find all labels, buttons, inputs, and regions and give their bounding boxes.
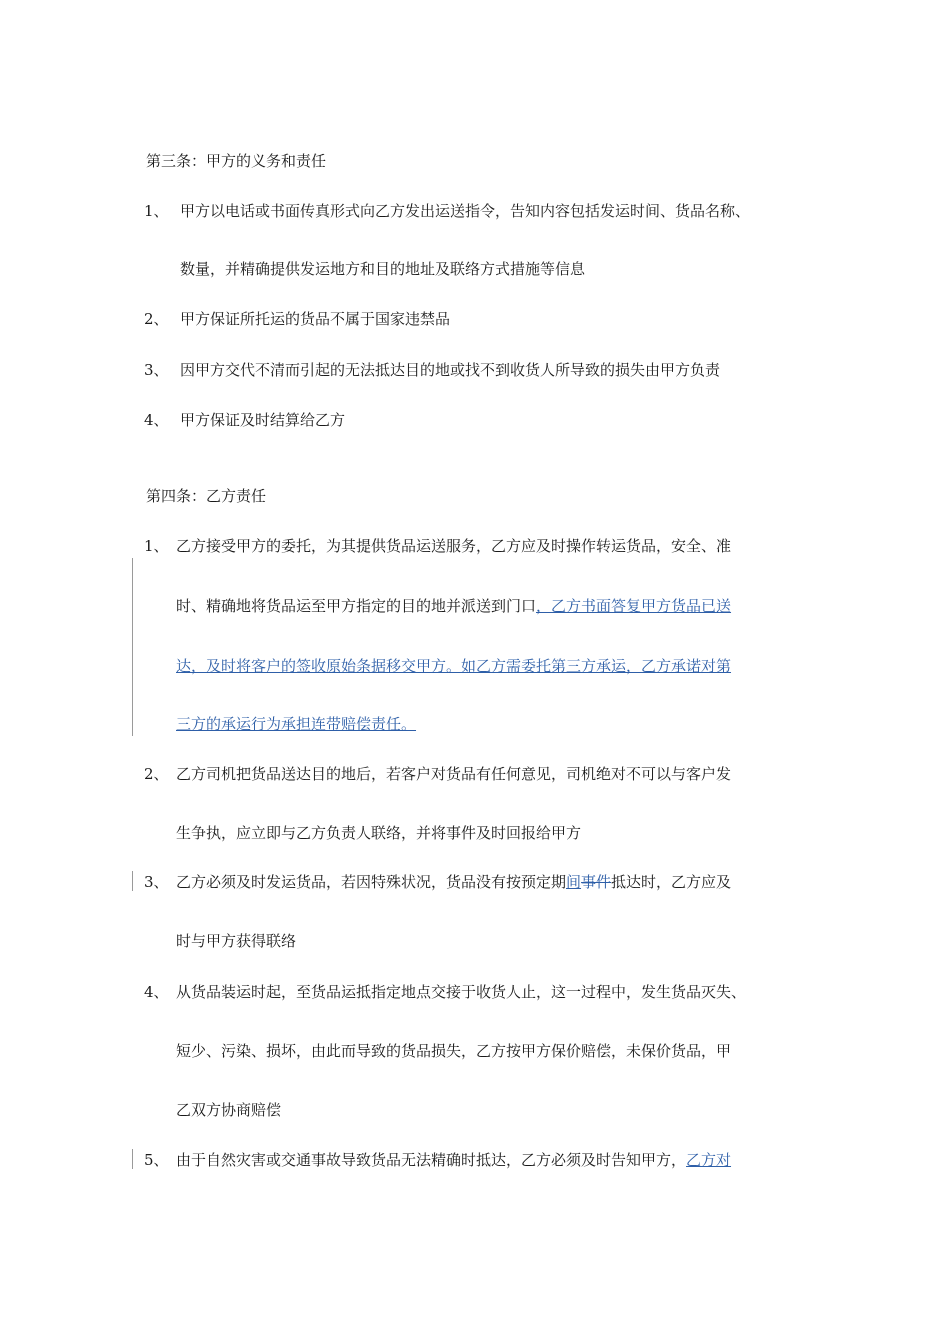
change-bar [132, 1149, 133, 1169]
deleted-text: 事件 [581, 873, 612, 891]
list-number: 3、 [144, 873, 169, 891]
article-4-item-1-line-3: 达，及时将客户的签收原始条据移交甲方。如乙方需委托第三方承运，乙方承诺对第 [176, 657, 732, 675]
list-number: 2、 [144, 310, 169, 328]
list-number: 4、 [144, 983, 169, 1001]
article-4-item-1-line-1: 乙方接受甲方的委托，为其提供货品运送服务，乙方应及时操作转运货品，安全、准 [176, 537, 732, 555]
article-3-item-1-line-1: 甲方以电话或书面传真形式向乙方发出运送指令，告知内容包括发运时间、货品名称、 [180, 202, 751, 220]
inserted-text: ，乙方书面答复甲方货品已送 [536, 597, 732, 615]
article-4-item-3-line-1 [176, 872, 731, 892]
list-number: 5、 [144, 1151, 169, 1169]
plain-text: 时、精确地将货品运至甲方指定的目的地并派送到门口 [176, 597, 537, 615]
article-4-item-4-line-2: 短少、污染、损坏，由此而导致的货品损失，乙方按甲方保价赔偿，未保价货品，甲 [176, 1042, 732, 1060]
change-bar [132, 558, 133, 736]
article-4-item-3-line-2: 时与甲方获得联络 [176, 932, 297, 950]
article-4-item-2-line-2: 生争执，应立即与乙方负责人联络，并将事件及时回报给甲方 [176, 824, 582, 842]
article-3-item-1-line-2: 数量，并精确提供发运地方和目的地址及联络方式措施等信息 [180, 260, 586, 278]
article-3-heading: 第三条：甲方的义务和责任 [146, 152, 327, 170]
list-number: 1、 [144, 202, 169, 220]
article-4-heading: 第四条：乙方责任 [146, 487, 267, 505]
list-number: 1、 [144, 537, 169, 555]
plain-text: 抵达时，乙方应及 [611, 873, 732, 891]
list-number: 3、 [144, 361, 169, 379]
inserted-text: 乙方对 [686, 1151, 732, 1169]
list-number: 2、 [144, 765, 169, 783]
article-4-item-2-line-1: 乙方司机把货品送达目的地后，若客户对货品有任何意见，司机绝对不可以与客户发 [176, 765, 732, 783]
article-4-item-4-line-1: 从货品装运时起，至货品运抵指定地点交接于收货人止，这一过程中，发生货品灭失、 [176, 983, 747, 1001]
inserted-text: 间 [566, 873, 582, 891]
article-3-item-2-line-1: 甲方保证所托运的货品不属于国家违禁品 [180, 310, 451, 328]
article-4-item-4-line-3: 乙双方协商赔偿 [176, 1101, 282, 1119]
article-4-item-1-line-2 [176, 596, 731, 616]
article-3-item-4-line-1: 甲方保证及时结算给乙方 [180, 411, 346, 429]
plain-text: 乙方必须及时发运货品，若因特殊状况，货品没有按预定期 [176, 873, 567, 891]
article-3-item-3-line-1: 因甲方交代不清而引起的无法抵达目的地或找不到收货人所导致的损失由甲方负责 [180, 361, 721, 379]
article-4-item-5-line-1 [176, 1150, 731, 1170]
article-4-item-1-line-4: 三方的承运行为承担连带赔偿责任。 [176, 715, 417, 733]
list-number: 4、 [144, 411, 169, 429]
change-bar [132, 871, 133, 891]
plain-text: 由于自然灾害或交通事故导致货品无法精确时抵达，乙方必须及时告知甲方， [176, 1151, 687, 1169]
